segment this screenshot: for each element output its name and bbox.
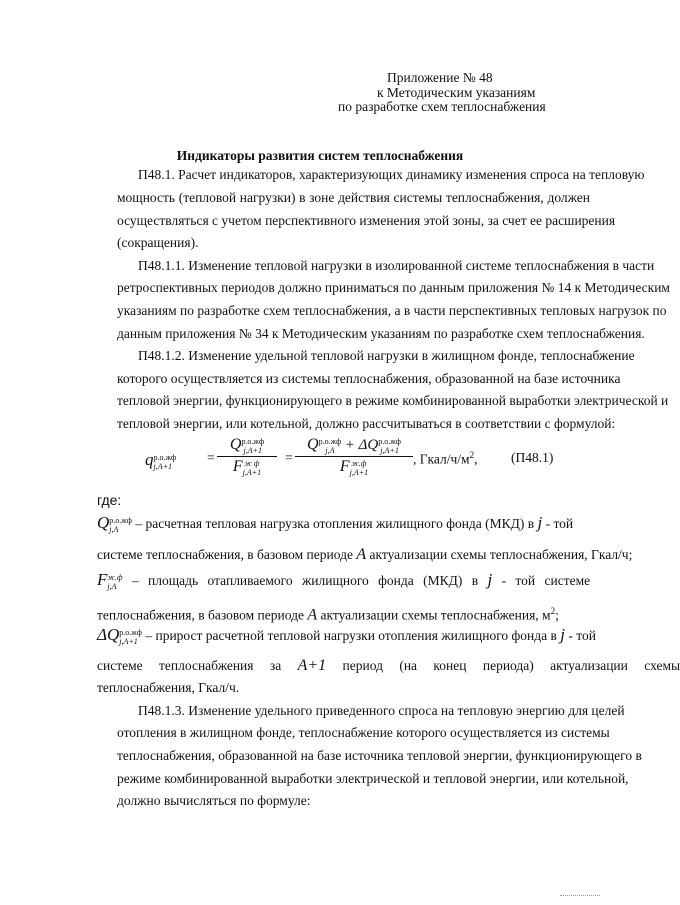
formula-units: , Гкал/$ч/м^2$,: [413, 450, 478, 467]
para3-line4: тепловой энергии, или котельной, должно рассчитываться в соответствии с формулой:: [117, 416, 616, 431]
equals-sign-1: =: [207, 450, 215, 465]
definition-f-line1: F ж.ф j,A – площадь отапливаемого жилищного фонда (МКД) в j - той системе: [97, 570, 591, 591]
para4-line4: режиме комбинированной выработки электрической и тепловой энергии, или котельной,: [117, 771, 629, 786]
fraction-1: Q р.о.жф j,A+1 F ж ф j,A+1: [217, 436, 277, 477]
fraction-2: Q р.о.жф j,A + ΔQ р.о.жф j,A+1 F ж.ф j,A+1: [295, 436, 413, 477]
scan-artifact: [560, 895, 600, 896]
para4-line1: П48.1.3. Изменение удельного приведенного спроса на тепловую энергию для целей: [138, 703, 625, 718]
para2-line3: указаниям по разработке схем теплоснабжения, а в части перспективных тепловых нагрузок по: [117, 303, 667, 318]
appendix-reference: к Методическим указаниям: [377, 85, 536, 100]
para3-line1: П48.1.2. Изменение удельной тепловой нагрузки в жилищном фонде, теплоснабжение: [138, 348, 635, 363]
para2-line1: П48.1.1. Изменение тепловой нагрузки в изолированной системе теплоснабжения в части: [138, 258, 655, 273]
appendix-number: Приложение № 48: [387, 70, 493, 85]
section-title: Индикаторы развития систем теплоснабжения: [176, 148, 464, 163]
where-label: где:: [97, 492, 122, 508]
para2-line4: данным приложения № 34 к Методическим указаниям по разработке схем теплоснабжения.: [117, 326, 645, 341]
para3-line3: тепловой энергии, функционирующего в режиме комбинированной выработки электрической и: [117, 393, 669, 408]
para1-line4: (сокращения).: [117, 235, 199, 250]
definition-dq-line1: ΔQ р.о.жф j,A+1 – прирост расчетной тепловой нагрузки отопления жилищного фонда в j - той: [97, 625, 596, 646]
para3-line2: которого осуществляется из системы теплоснабжения, образованной на базе источника: [117, 371, 621, 386]
para1-line3: осуществляться с учетом перспективного изменения этой зоны, за счет ее расширения: [117, 213, 616, 228]
para2-line2: ретроспективных периодов должно приниматься по данным приложения № 14 к Методическим: [117, 280, 670, 295]
para1-line1: П48.1. Расчет индикаторов, характеризующих динамику изменения спроса на тепловую: [138, 167, 645, 182]
definition-f-line2: теплоснабжения, в базовом периоде A актуализации схемы теплоснабжения, $м^2$;: [97, 606, 559, 624]
equation-number: (П48.1): [511, 450, 554, 465]
formula-p48-1: [145, 436, 605, 484]
formula-lhs: q р.о.жф j,A+1: [145, 450, 177, 471]
para4-line2: отопления в жилищном фонде, теплоснабжение которого осуществляется из системы: [117, 725, 610, 740]
definition-dq-line3: теплоснабжения, Гкал/ч.: [97, 680, 240, 695]
definition-dq-line2: системе теплоснабжения за A+1 период (на конец периода) актуализации схемы: [97, 657, 680, 674]
para1-line2: мощность (тепловой нагрузки) в зоне действия системы теплоснабжения, должен: [117, 190, 590, 205]
definition-q-line1: Q р.о.жф j,A – расчетная тепловая нагрузка отопления жилищного фонда (МКД) в j - той: [97, 513, 574, 534]
equals-sign-2: =: [285, 450, 293, 465]
para4-line5: должно вычисляться по формуле:: [117, 793, 311, 808]
para4-line3: теплоснабжения, образованной на базе источника тепловой энергии, функционирующего в: [117, 748, 642, 763]
appendix-subject: по разработке схем теплоснабжения: [338, 99, 546, 114]
definition-q-line2: системе теплоснабжения, в базовом периоде A актуализации схемы теплоснабжения, Гкал/ч;: [97, 546, 633, 563]
